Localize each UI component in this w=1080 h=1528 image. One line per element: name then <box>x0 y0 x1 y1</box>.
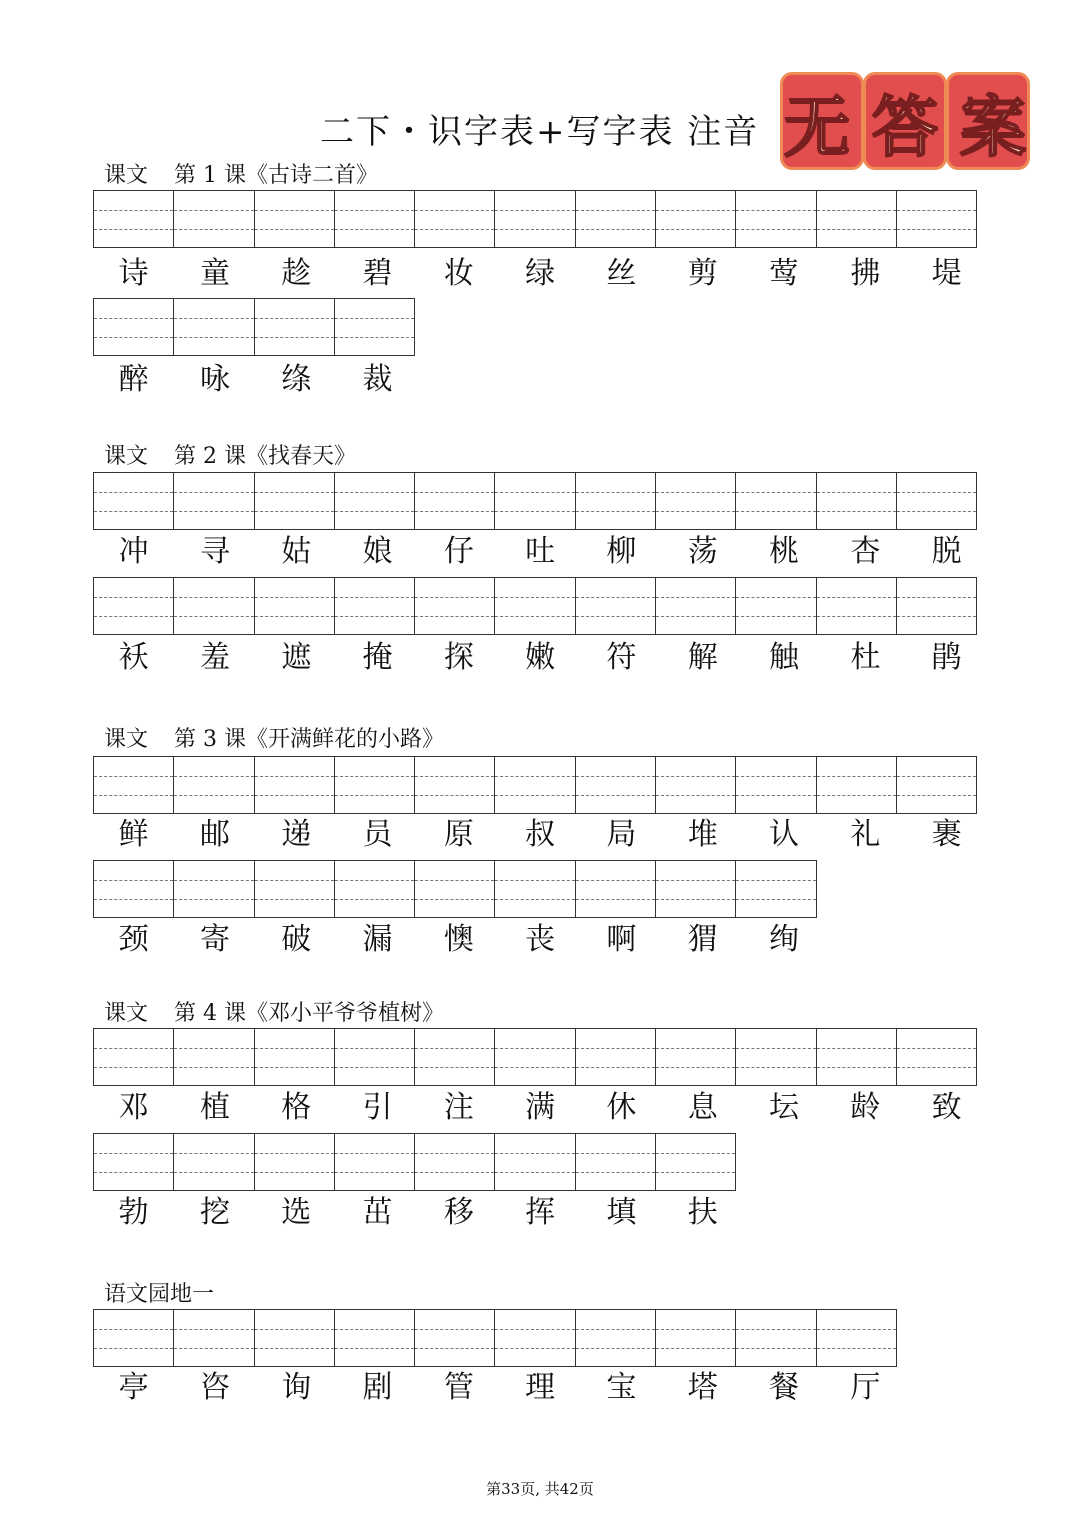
hanzi-character: 剧 <box>362 1370 393 1405</box>
pinyin-cell[interactable] <box>334 1309 415 1367</box>
badge-char: 案 <box>960 88 1026 166</box>
section-category: 课文 <box>104 163 149 188</box>
hanzi-character: 杜 <box>850 640 881 675</box>
hanzi-character: 注 <box>443 1090 474 1125</box>
pinyin-cell[interactable] <box>93 756 174 814</box>
hanzi-character: 坛 <box>769 1090 800 1125</box>
hanzi-character: 荡 <box>687 534 718 569</box>
pinyin-cell[interactable] <box>93 1133 174 1191</box>
hanzi-character: 引 <box>362 1090 393 1125</box>
pinyin-cell[interactable] <box>816 472 897 530</box>
hanzi-character: 递 <box>281 817 312 852</box>
character-row <box>93 1368 906 1408</box>
badge-char: 无 <box>784 88 850 166</box>
hanzi-character: 姑 <box>281 534 312 569</box>
hanzi-character: 诗 <box>118 256 149 291</box>
pinyin-cell[interactable] <box>334 577 415 635</box>
pinyin-cell[interactable] <box>494 1028 575 1086</box>
character-row <box>93 532 987 572</box>
pinyin-cell[interactable] <box>735 472 816 530</box>
lesson-title: 第 2 课《找春天》 <box>174 444 356 469</box>
pinyin-cell[interactable] <box>334 860 415 918</box>
pinyin-cell[interactable] <box>334 1133 415 1191</box>
hanzi-character: 啊 <box>606 922 637 957</box>
hanzi-character: 寻 <box>199 534 230 569</box>
pinyin-cell[interactable] <box>173 860 254 918</box>
hanzi-character: 满 <box>525 1090 556 1125</box>
pinyin-cell[interactable] <box>334 298 415 356</box>
hanzi-character: 仔 <box>443 534 474 569</box>
hanzi-character: 裹 <box>931 817 962 852</box>
pinyin-cell[interactable] <box>414 1133 495 1191</box>
pinyin-cell[interactable] <box>655 472 736 530</box>
pinyin-cell[interactable] <box>254 298 335 356</box>
hanzi-character: 嫩 <box>525 640 556 675</box>
hanzi-character: 堆 <box>687 817 718 852</box>
hanzi-character: 询 <box>281 1370 312 1405</box>
pinyin-cell[interactable] <box>173 756 254 814</box>
hanzi-character: 童 <box>199 256 230 291</box>
pinyin-cell[interactable] <box>494 1133 575 1191</box>
hanzi-character: 柳 <box>606 534 637 569</box>
hanzi-character: 龄 <box>850 1090 881 1125</box>
hanzi-character: 趁 <box>281 256 312 291</box>
pinyin-cell[interactable] <box>414 472 495 530</box>
hanzi-character: 丧 <box>525 922 556 957</box>
pinyin-cell[interactable] <box>655 190 736 248</box>
pinyin-cell[interactable] <box>896 472 977 530</box>
pinyin-cell[interactable] <box>93 472 174 530</box>
hanzi-character: 植 <box>199 1090 230 1125</box>
pinyin-cell[interactable] <box>735 577 816 635</box>
hanzi-character: 探 <box>443 640 474 675</box>
hanzi-character: 挖 <box>199 1195 230 1230</box>
character-row <box>93 1193 743 1233</box>
pinyin-cell[interactable] <box>334 190 415 248</box>
pinyin-writing-grid <box>93 756 977 814</box>
pinyin-cell[interactable] <box>575 756 656 814</box>
hanzi-character: 桃 <box>769 534 800 569</box>
pinyin-cell[interactable] <box>254 472 335 530</box>
pinyin-cell[interactable] <box>254 577 335 635</box>
pinyin-cell[interactable] <box>735 1309 816 1367</box>
hanzi-character: 茁 <box>362 1195 393 1230</box>
hanzi-character: 格 <box>281 1090 312 1125</box>
pinyin-cell[interactable] <box>494 860 575 918</box>
pinyin-cell[interactable] <box>494 577 575 635</box>
pinyin-cell[interactable] <box>896 190 977 248</box>
pinyin-cell[interactable] <box>494 1309 575 1367</box>
character-row <box>93 638 987 678</box>
hanzi-character: 原 <box>443 817 474 852</box>
pinyin-cell[interactable] <box>575 190 656 248</box>
hanzi-character: 息 <box>687 1090 718 1125</box>
pinyin-cell[interactable] <box>494 190 575 248</box>
hanzi-character: 休 <box>606 1090 637 1125</box>
hanzi-character: 寄 <box>199 922 230 957</box>
pinyin-writing-grid <box>93 1028 977 1086</box>
pinyin-writing-grid <box>93 190 977 248</box>
section-category: 课文 <box>104 444 149 469</box>
hanzi-character: 认 <box>769 817 800 852</box>
hanzi-character: 拂 <box>850 256 881 291</box>
character-row <box>93 815 987 855</box>
hanzi-character: 鲜 <box>118 817 149 852</box>
lesson-title: 第 3 课《开满鲜花的小路》 <box>174 727 444 752</box>
pinyin-cell[interactable] <box>575 860 656 918</box>
hanzi-character: 邮 <box>199 817 230 852</box>
hanzi-character: 邓 <box>118 1090 149 1125</box>
pinyin-cell[interactable] <box>655 1028 736 1086</box>
hanzi-character: 触 <box>769 640 800 675</box>
hanzi-character: 餐 <box>769 1370 800 1405</box>
pinyin-cell[interactable] <box>414 756 495 814</box>
pinyin-cell[interactable] <box>735 190 816 248</box>
page-number: 第33页, 共42页 <box>486 1480 594 1498</box>
hanzi-character: 员 <box>362 817 393 852</box>
section-category: 课文 <box>104 727 149 752</box>
hanzi-character: 颈 <box>118 922 149 957</box>
badge-text <box>780 72 1030 170</box>
hanzi-character: 厅 <box>850 1370 881 1405</box>
pinyin-cell[interactable] <box>655 756 736 814</box>
pinyin-cell[interactable] <box>254 1133 335 1191</box>
hanzi-character: 堤 <box>931 256 962 291</box>
hanzi-character: 丝 <box>606 256 637 291</box>
hanzi-character: 鹃 <box>931 640 962 675</box>
lesson-title: 第 1 课《古诗二首》 <box>174 163 378 188</box>
pinyin-cell[interactable] <box>575 577 656 635</box>
pinyin-cell[interactable] <box>896 577 977 635</box>
pinyin-cell[interactable] <box>414 860 495 918</box>
section-category: 语文园地一 <box>104 1282 215 1307</box>
hanzi-character: 叔 <box>525 817 556 852</box>
pinyin-cell[interactable] <box>655 860 736 918</box>
section-heading <box>104 1277 214 1308</box>
pinyin-cell[interactable] <box>896 756 977 814</box>
no-answer-badge <box>780 72 1030 170</box>
character-row <box>93 920 825 960</box>
hanzi-character: 冲 <box>118 534 149 569</box>
hanzi-character: 咨 <box>199 1370 230 1405</box>
hanzi-character: 礼 <box>850 817 881 852</box>
section-category: 课文 <box>104 1001 149 1026</box>
hanzi-character: 移 <box>443 1195 474 1230</box>
pinyin-cell[interactable] <box>93 1028 174 1086</box>
hanzi-character: 裁 <box>362 362 393 397</box>
hanzi-character: 醉 <box>118 362 149 397</box>
hanzi-character: 挥 <box>525 1195 556 1230</box>
pinyin-cell[interactable] <box>816 190 897 248</box>
section-heading <box>104 996 444 1027</box>
pinyin-cell[interactable] <box>173 190 254 248</box>
hanzi-character: 绦 <box>281 362 312 397</box>
hanzi-character: 咏 <box>199 362 230 397</box>
hanzi-character: 妆 <box>443 256 474 291</box>
hanzi-character: 猬 <box>687 922 718 957</box>
pinyin-cell[interactable] <box>334 756 415 814</box>
pinyin-writing-grid <box>93 860 817 918</box>
pinyin-writing-grid <box>93 1309 897 1367</box>
hanzi-character: 选 <box>281 1195 312 1230</box>
pinyin-cell[interactable] <box>816 1309 897 1367</box>
lesson-title: 第 4 课《邓小平爷爷植树》 <box>174 1001 444 1026</box>
pinyin-cell[interactable] <box>173 472 254 530</box>
hanzi-character: 填 <box>606 1195 637 1230</box>
hanzi-character: 管 <box>443 1370 474 1405</box>
pinyin-cell[interactable] <box>414 1309 495 1367</box>
pinyin-cell[interactable] <box>575 1028 656 1086</box>
character-row <box>93 360 418 400</box>
hanzi-character: 漏 <box>362 922 393 957</box>
pinyin-cell[interactable] <box>254 1028 335 1086</box>
hanzi-character: 塔 <box>687 1370 718 1405</box>
pinyin-writing-grid <box>93 577 977 635</box>
pinyin-cell[interactable] <box>93 190 174 248</box>
pinyin-cell[interactable] <box>254 190 335 248</box>
pinyin-cell[interactable] <box>494 472 575 530</box>
hanzi-character: 剪 <box>687 256 718 291</box>
pinyin-writing-grid <box>93 1133 736 1191</box>
pinyin-cell[interactable] <box>93 1309 174 1367</box>
character-row <box>93 1088 987 1128</box>
pinyin-cell[interactable] <box>254 1309 335 1367</box>
pinyin-cell[interactable] <box>173 298 254 356</box>
section-heading <box>104 722 444 753</box>
character-row <box>93 254 987 294</box>
pinyin-cell[interactable] <box>414 1028 495 1086</box>
hanzi-character: 亭 <box>118 1370 149 1405</box>
pinyin-cell[interactable] <box>93 860 174 918</box>
pinyin-cell[interactable] <box>575 1133 656 1191</box>
pinyin-cell[interactable] <box>575 472 656 530</box>
pinyin-writing-grid <box>93 472 977 530</box>
pinyin-cell[interactable] <box>414 190 495 248</box>
pinyin-cell[interactable] <box>816 756 897 814</box>
pinyin-cell[interactable] <box>173 1133 254 1191</box>
hanzi-character: 吐 <box>525 534 556 569</box>
pinyin-writing-grid <box>93 298 415 356</box>
pinyin-cell[interactable] <box>575 1309 656 1367</box>
hanzi-character: 遮 <box>281 640 312 675</box>
hanzi-character: 脱 <box>931 534 962 569</box>
hanzi-character: 扶 <box>687 1195 718 1230</box>
pinyin-cell[interactable] <box>896 1028 977 1086</box>
pinyin-cell[interactable] <box>655 1133 736 1191</box>
pinyin-cell[interactable] <box>254 756 335 814</box>
pinyin-cell[interactable] <box>735 1028 816 1086</box>
hanzi-character: 宝 <box>606 1370 637 1405</box>
hanzi-character: 局 <box>606 817 637 852</box>
badge-char: 答 <box>872 88 938 166</box>
pinyin-cell[interactable] <box>735 860 816 918</box>
pinyin-cell[interactable] <box>735 756 816 814</box>
pinyin-cell[interactable] <box>334 1028 415 1086</box>
pinyin-cell[interactable] <box>414 577 495 635</box>
pinyin-cell[interactable] <box>816 1028 897 1086</box>
hanzi-character: 羞 <box>199 640 230 675</box>
hanzi-character: 解 <box>687 640 718 675</box>
pinyin-cell[interactable] <box>173 1028 254 1086</box>
hanzi-character: 符 <box>606 640 637 675</box>
hanzi-character: 勃 <box>118 1195 149 1230</box>
hanzi-character: 致 <box>931 1090 962 1125</box>
hanzi-character: 绚 <box>769 922 800 957</box>
pinyin-cell[interactable] <box>93 577 174 635</box>
hanzi-character: 娘 <box>362 534 393 569</box>
hanzi-character: 碧 <box>362 256 393 291</box>
hanzi-character: 杏 <box>850 534 881 569</box>
hanzi-character: 绿 <box>525 256 556 291</box>
hanzi-character: 掩 <box>362 640 393 675</box>
hanzi-character: 袄 <box>118 640 149 675</box>
section-heading <box>104 439 356 470</box>
pinyin-cell[interactable] <box>93 298 174 356</box>
section-heading <box>104 158 378 189</box>
pinyin-cell[interactable] <box>334 472 415 530</box>
hanzi-character: 理 <box>525 1370 556 1405</box>
page-title: 二下・识字表+写字表 注音 <box>320 112 760 152</box>
pinyin-cell[interactable] <box>494 756 575 814</box>
pinyin-cell[interactable] <box>816 577 897 635</box>
hanzi-character: 莺 <box>769 256 800 291</box>
hanzi-character: 懊 <box>443 922 474 957</box>
hanzi-character: 破 <box>281 922 312 957</box>
pinyin-cell[interactable] <box>173 577 254 635</box>
pinyin-cell[interactable] <box>173 1309 254 1367</box>
pinyin-cell[interactable] <box>254 860 335 918</box>
pinyin-cell[interactable] <box>655 577 736 635</box>
pinyin-cell[interactable] <box>655 1309 736 1367</box>
